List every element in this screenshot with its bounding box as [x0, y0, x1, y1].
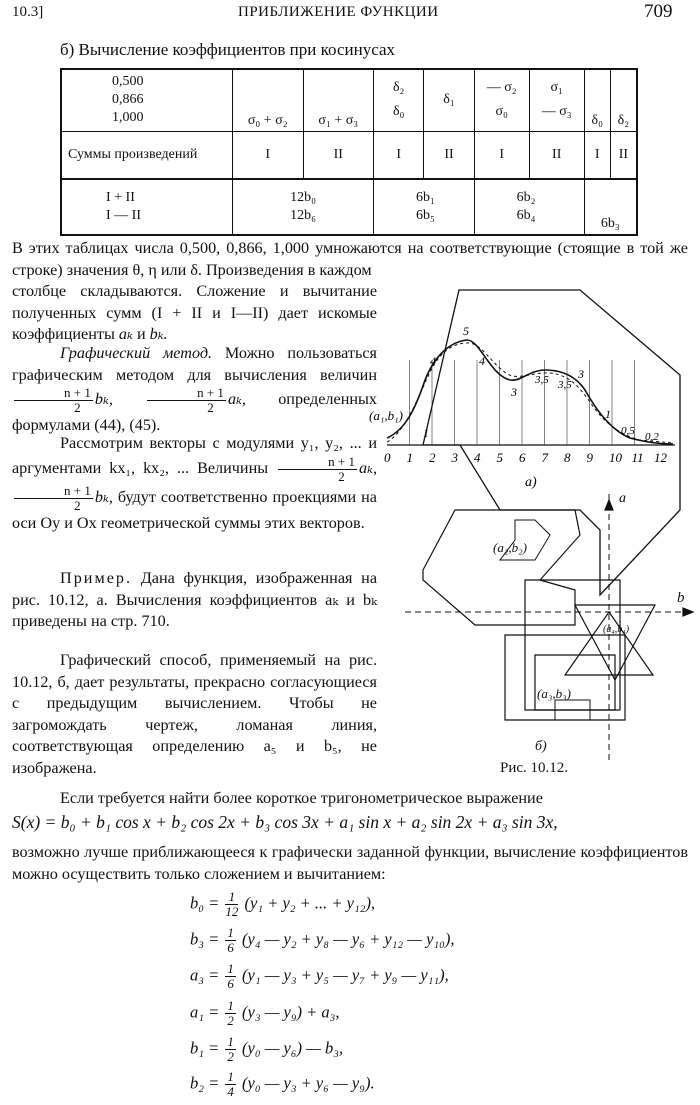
- point-label: (a₄,b₄): [603, 624, 630, 635]
- figure-label-a: а): [525, 475, 537, 490]
- paragraph-2: Графический метод. Можно пользоваться графическим методом для вычисления величин $\frac{n + 1}{2}$ bₖ, $\frac{n + 1}{2}$ aₖ, определенных формулами (44), (45).: [12, 344, 378, 434]
- formula-lhs: b₀: [190, 893, 204, 913]
- figure-part-a: [369, 324, 675, 490]
- table-cell: 12b₀ 12b₆: [233, 179, 374, 235]
- curve-label: 4: [479, 354, 485, 368]
- paragraph-3: Рассмотрим векторы с модулями y₁, y₂, ... и аргументами kx₁, kx₂, ... Величины $\frac{n + 1}{2}$ aₖ, $\frac{n + 1}{2}$ bₖ, будут соответственно проекциями на оси Oy и Ox геометрической суммы этих векторов.: [12, 434, 378, 532]
- table-row: [61, 69, 637, 131]
- running-title: ПРИБЛИЖЕНИЕ ФУНКЦИИ: [238, 4, 439, 20]
- curve-label: 1: [605, 407, 611, 421]
- table-row: [61, 179, 637, 235]
- curve-label: 1: [423, 426, 429, 440]
- table-cell: I + II I — II: [61, 179, 233, 235]
- section-number: 10.3]: [12, 4, 44, 20]
- table-cell: I: [233, 131, 304, 179]
- formula-rhs: (y₁ + y₂ + ... + y₁₂),: [244, 893, 376, 913]
- formula-row: b₂ = $\frac{1}{4}$ (y₀ — y₃ + y₆ — y₉).: [190, 1069, 375, 1099]
- table-cell: δ₁: [424, 69, 474, 131]
- curve-label: 3: [511, 385, 517, 399]
- table-row: [61, 131, 637, 179]
- table-cell: II: [610, 131, 637, 179]
- x-tick-label: 6: [519, 450, 526, 465]
- table-cell: Суммы произведений: [61, 131, 233, 179]
- fraction: $\frac{1}{6}$: [227, 925, 234, 955]
- formula-row: b₀ = $\frac{1}{12}$ (y₁ + y₂ + ... + y₁₂),: [190, 889, 376, 919]
- formula-row: b₁ = $\frac{1}{2}$ (y₀ — y₆) — b₃,: [190, 1034, 344, 1064]
- curve-label: 3,5: [535, 374, 549, 386]
- table-cell: σ₁ + σ₃: [303, 69, 374, 131]
- fraction: $\frac{n + 1}{2}$: [14, 484, 93, 513]
- fraction: $\frac{1}{12}$: [225, 889, 239, 919]
- fraction: $\frac{1}{2}$: [227, 998, 234, 1028]
- formula-row: a₁ = $\frac{1}{2}$ (y₃ — y₉) + a₃,: [190, 998, 340, 1028]
- x-tick-label: 12: [654, 450, 667, 465]
- formula-row: b₃ = $\frac{1}{6}$ (y₄ — y₂ + y₈ — y₆ + y₁₂ — y₁₀),: [190, 925, 455, 955]
- x-tick-label: 10: [609, 450, 622, 465]
- x-tick-label: 2: [429, 450, 436, 465]
- formula-rhs: (y₄ — y₂ + y₈ — y₆ + y₁₂ — y₁₀),: [242, 929, 455, 949]
- x-tick-label: 4: [474, 450, 481, 465]
- fraction: $\frac{n + 1}{2}$: [14, 386, 93, 415]
- formula-rhs: (y₁ — y₃ + y₅ — y₇ + y₉ — y₁₁),: [242, 965, 449, 985]
- table-cell: 6b₁ 6b₅: [374, 179, 475, 235]
- curve-label: 0,2: [645, 431, 659, 443]
- table-cell: I: [474, 131, 529, 179]
- x-tick-label: 9: [586, 450, 593, 465]
- formula-rhs: (y₀ — y₆) — b₃,: [242, 1038, 344, 1058]
- table-cell: σ₀ + σ₂: [233, 69, 304, 131]
- table-cell: 0,500 0,866 1,000: [61, 69, 233, 131]
- paragraph-1b: столбце складываются. Сложение и вычитание полученных сумм (I + II и I—II) дает искомые коэффициенты aₖ и bₖ.: [12, 282, 377, 343]
- coefficient-table: [60, 68, 638, 236]
- x-tick-label: 8: [564, 450, 571, 465]
- point-label: (a₃,b₃): [537, 686, 571, 701]
- figure-10-12: [369, 280, 695, 780]
- axis-label-a: a: [619, 491, 626, 506]
- x-tick-label: 3: [451, 450, 458, 465]
- fraction: $\frac{1}{6}$: [227, 961, 234, 991]
- formula-rhs: (y₃ — y₉) + a₃,: [242, 1002, 340, 1022]
- curve-label: 4: [430, 354, 436, 368]
- fraction: $\frac{1}{4}$: [227, 1069, 234, 1099]
- table-cell: II: [529, 131, 584, 179]
- fraction: $\frac{n + 1}{2}$: [147, 386, 226, 415]
- table-cell: II: [303, 131, 374, 179]
- table-cell: δ₂ δ₀: [374, 69, 424, 131]
- table-cell: I: [374, 131, 424, 179]
- formula-lhs: b₂: [190, 1073, 204, 1093]
- x-tick-label: 11: [631, 450, 644, 465]
- curve-label: 5: [463, 324, 469, 338]
- table-cell: — σ₂ σ₀: [474, 69, 529, 131]
- x-tick-label: 7: [541, 450, 548, 465]
- formula-row: a₃ = $\frac{1}{6}$ (y₁ — y₃ + y₅ — y₇ + y₉ — y₁₁),: [190, 961, 449, 991]
- curve-label: 3,5: [558, 379, 572, 391]
- curve-label: 3: [578, 367, 584, 381]
- axis-label-b: b: [677, 590, 685, 606]
- figure-label-b: б): [535, 739, 547, 754]
- x-tick-label: 1: [406, 450, 413, 465]
- table-cell: 6b₂ 6b₄: [474, 179, 584, 235]
- formula-rhs: (y₀ — y₃ + y₆ — y₉).: [242, 1073, 375, 1093]
- paragraph-6: Если требуется найти более короткое тригонометрическое выражение: [60, 789, 543, 807]
- paragraph-1a: В этих таблицах числа 0,500, 0,866, 1,000 умножаются на соответствующие (стоящие в той же строке) значения θ, η или δ. Произведения в каждом: [12, 239, 688, 279]
- table-cell: 6b₃: [584, 179, 637, 235]
- paragraph-4: Пример. Дана функция, изображенная на рис. 10.12, а. Вычисления коэффициентов aₖ и bₖ приведены на стр. 710.: [12, 569, 377, 630]
- figure-part-b: [405, 290, 693, 776]
- paragraph-5: Графический способ, применяемый на рис. 10.12, б, дает результаты, прекрасно согласующиеся с предыдущим вычислением. Чтобы не загромождать чертеж, ломаная линия, соответствующая определению a₅ и b₅, не изображена.: [12, 651, 377, 777]
- curve-label: 0,5: [621, 425, 635, 437]
- x-tick-label: 0: [384, 450, 391, 465]
- point-label: (a₁,b₁): [369, 408, 403, 423]
- point-label: (a₂,b₂): [493, 540, 527, 555]
- table-cell: δ₀: [584, 69, 610, 131]
- table-cell: I: [584, 131, 610, 179]
- fraction: $\frac{1}{2}$: [227, 1034, 234, 1064]
- table-cell: δ₂: [610, 69, 637, 131]
- formula-lhs: b₃: [190, 929, 204, 949]
- x-tick-label: 5: [496, 450, 503, 465]
- table-cell: σ₁ — σ₃: [529, 69, 584, 131]
- fraction: $\frac{n + 1}{2}$: [278, 455, 357, 484]
- paragraph-7: возможно лучше приближающееся к графически заданной функции, вычисление коэффициентов можно осуществить только сложением и вычитанием:: [12, 843, 688, 883]
- table-cell: II: [424, 131, 474, 179]
- page-number: 709: [644, 1, 673, 22]
- subheading: б) Вычисление коэффициентов при косинусах: [60, 40, 395, 59]
- series-formula: S(x) = b₀ + b₁ cos x + b₂ cos 2x + b₃ cos 3x + a₁ sin x + a₂ sin 2x + a₃ sin 3x,: [12, 812, 558, 832]
- formula-lhs: b₁: [190, 1038, 204, 1058]
- formula-lhs: a₁: [190, 1002, 204, 1022]
- figure-caption: Рис. 10.12.: [500, 760, 569, 776]
- formula-lhs: a₃: [190, 965, 204, 985]
